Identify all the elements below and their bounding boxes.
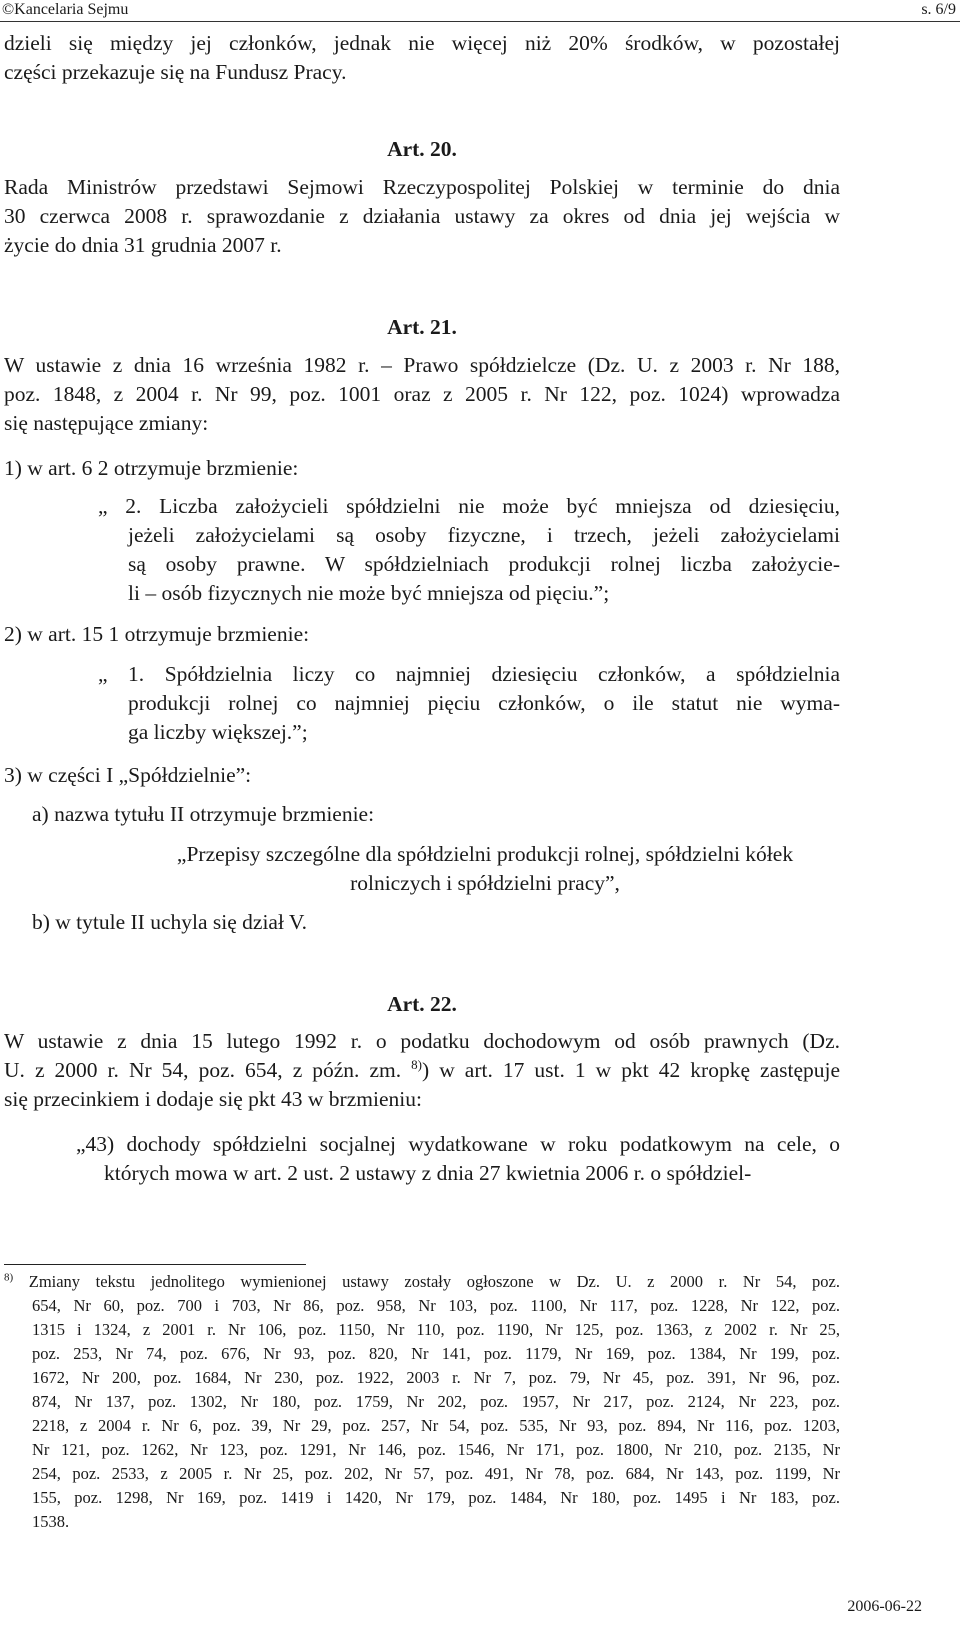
change-item-2: 2) w art. 15 1 otrzymuje brzmienie: <box>4 622 310 646</box>
text-fragment: U. z 2000 r. Nr 54, poz. 654, z późn. zm. <box>4 1058 402 1082</box>
quoted-provision-2 <box>98 660 840 747</box>
change-item-1: 1) w art. 6 2 otrzymuje brzmienie: <box>4 456 299 480</box>
footnote-line: poz. 253, Nr 74, poz. 676, Nr 93, poz. 820, Nr 141, poz. 1179, Nr 169, poz. 1384, Nr 199, poz. <box>32 1344 840 1363</box>
text-line: W ustawie z dnia 16 września 1982 r. – Prawo spółdzielcze (Dz. U. z 2003 r. Nr 188, <box>4 353 840 377</box>
article-20-body <box>4 173 840 260</box>
text-line: się następujące zmiany: <box>4 411 209 435</box>
change-item-3b: b) w tytule II uchyla się dział V. <box>32 910 308 934</box>
text-line: 30 czerwca 2008 r. sprawozdanie z działania ustawy za okres od dnia jej wejścia w <box>4 204 840 228</box>
text-line: „ 1. Spółdzielnia liczy co najmniej dziesięciu członków, a spółdzielnia <box>98 662 840 686</box>
quoted-title <box>130 840 840 898</box>
footnote-line <box>4 1270 840 1294</box>
footnote-line: 1315 i 1324, z 2001 r. Nr 106, poz. 1150, Nr 110, poz. 1190, Nr 125, poz. 1363, z 2002 r. Nr 25, <box>32 1320 840 1339</box>
footnote-line: 654, Nr 60, poz. 700 i 703, Nr 86, poz. 958, Nr 103, poz. 1100, Nr 117, poz. 1228, Nr 122, poz. <box>32 1296 840 1315</box>
text-line: są osoby prawne. W spółdzielniach produkcji rolnej liczba założycie- <box>128 552 840 576</box>
text-line: części przekazuje się na Fundusz Pracy. <box>4 60 347 84</box>
footnote-line: 1672, Nr 200, poz. 1684, Nr 230, poz. 1922, 2003 r. Nr 7, poz. 79, Nr 45, poz. 391, Nr 96, poz. <box>32 1368 840 1387</box>
footnote-line: 254, poz. 2533, z 2005 r. Nr 25, poz. 202, Nr 57, poz. 491, Nr 78, poz. 684, Nr 143, poz. 1199, Nr <box>32 1464 840 1483</box>
footnote-line: 874, Nr 137, poz. 1302, Nr 180, poz. 1759, Nr 202, poz. 1957, Nr 217, poz. 2124, Nr 223, poz. <box>32 1392 840 1411</box>
text-line: Rada Ministrów przedstawi Sejmowi Rzeczypospolitej Polskiej w terminie do dnia <box>4 175 840 199</box>
text-fragment: ) w art. 17 ust. 1 w pkt 42 kropkę zastępuje <box>422 1058 841 1082</box>
copyright-label: ©Kancelaria Sejmu <box>2 1 129 18</box>
text-line: „Przepisy szczególne dla spółdzielni produkcji rolnej, spółdzielni kółek <box>176 842 794 866</box>
page-number: s. 6/9 <box>921 1 956 18</box>
footnote-line: 155, poz. 1298, Nr 169, poz. 1419 i 1420, Nr 179, poz. 1484, Nr 180, poz. 1495 i Nr 183, poz. <box>32 1488 840 1507</box>
quoted-provision-1 <box>98 492 840 608</box>
footnote-line: Nr 121, poz. 1262, Nr 123, poz. 1291, Nr 146, poz. 1546, Nr 171, poz. 1800, Nr 210, poz. 2135, Nr <box>32 1440 840 1459</box>
change-item-3a: a) nazwa tytułu II otrzymuje brzmienie: <box>32 802 375 826</box>
text-line: W ustawie z dnia 15 lutego 1992 r. o podatku dochodowym od osób prawnych (Dz. <box>4 1029 840 1053</box>
page-header <box>0 0 960 22</box>
text-fragment: Zmiany tekstu jednolitego wymienionej ustawy zostały ogłoszone w Dz. U. z 2000 r. Nr 54, poz. <box>28 1272 840 1291</box>
header-rule <box>0 21 960 22</box>
article-22-title: Art. 22. <box>387 992 457 1016</box>
text-line: rolniczych i spółdzielni pracy”, <box>350 871 620 895</box>
text-line: życie do dnia 31 grudnia 2007 r. <box>4 233 282 257</box>
text-line: li – osób fizycznych nie może być mniejsza od pięciu.”; <box>128 581 610 605</box>
text-line: się przecinkiem i dodaje się pkt 43 w brzmieniu: <box>4 1087 422 1111</box>
text-line: jeżeli założycielami są osoby fizyczne, i trzech, jeżeli założycielami <box>128 523 840 547</box>
text-line: „43) dochody spółdzielni socjalnej wydatkowane w roku podatkowym na cele, o <box>76 1132 840 1156</box>
text-line: dzieli się między jej członków, jednak nie więcej niż 20% środków, w pozostałej <box>4 31 840 55</box>
text-line: ga liczby większej.”; <box>128 720 308 744</box>
footnote-reference: 8) <box>411 1056 423 1072</box>
text-line <box>4 1056 840 1085</box>
change-item-3: 3) w części I „Spółdzielnie”: <box>4 763 252 787</box>
article-21-title: Art. 21. <box>387 315 457 339</box>
footnote <box>4 1270 840 1534</box>
article-20-title: Art. 20. <box>387 137 457 161</box>
footer-date: 2006-06-22 <box>847 1598 922 1615</box>
text-line: których mowa w art. 2 ust. 2 ustawy z dnia 27 kwietnia 2006 r. o spółdziel- <box>104 1161 752 1185</box>
article-22-body <box>4 1027 840 1114</box>
intro-paragraph <box>4 29 840 87</box>
footnote-mark: 8) <box>4 1271 14 1284</box>
text-line: „ 2. Liczba założycieli spółdzielni nie może być mniejsza od dziesięciu, <box>98 494 840 518</box>
footnote-line: 1538. <box>32 1512 70 1531</box>
footnote-line: 2218, z 2004 r. Nr 6, poz. 39, Nr 29, poz. 257, Nr 54, poz. 535, Nr 93, poz. 894, Nr 116, poz. 1203, <box>32 1416 840 1435</box>
text-line: poz. 1848, z 2004 r. Nr 99, poz. 1001 oraz z 2005 r. Nr 122, poz. 1024) wprowadza <box>4 382 840 406</box>
article-21-intro <box>4 351 840 438</box>
footnote-rule <box>4 1264 306 1265</box>
text-line: produkcji rolnej co najmniej pięciu członków, o ile statut nie wyma- <box>128 691 840 715</box>
quoted-point-43 <box>76 1130 840 1188</box>
